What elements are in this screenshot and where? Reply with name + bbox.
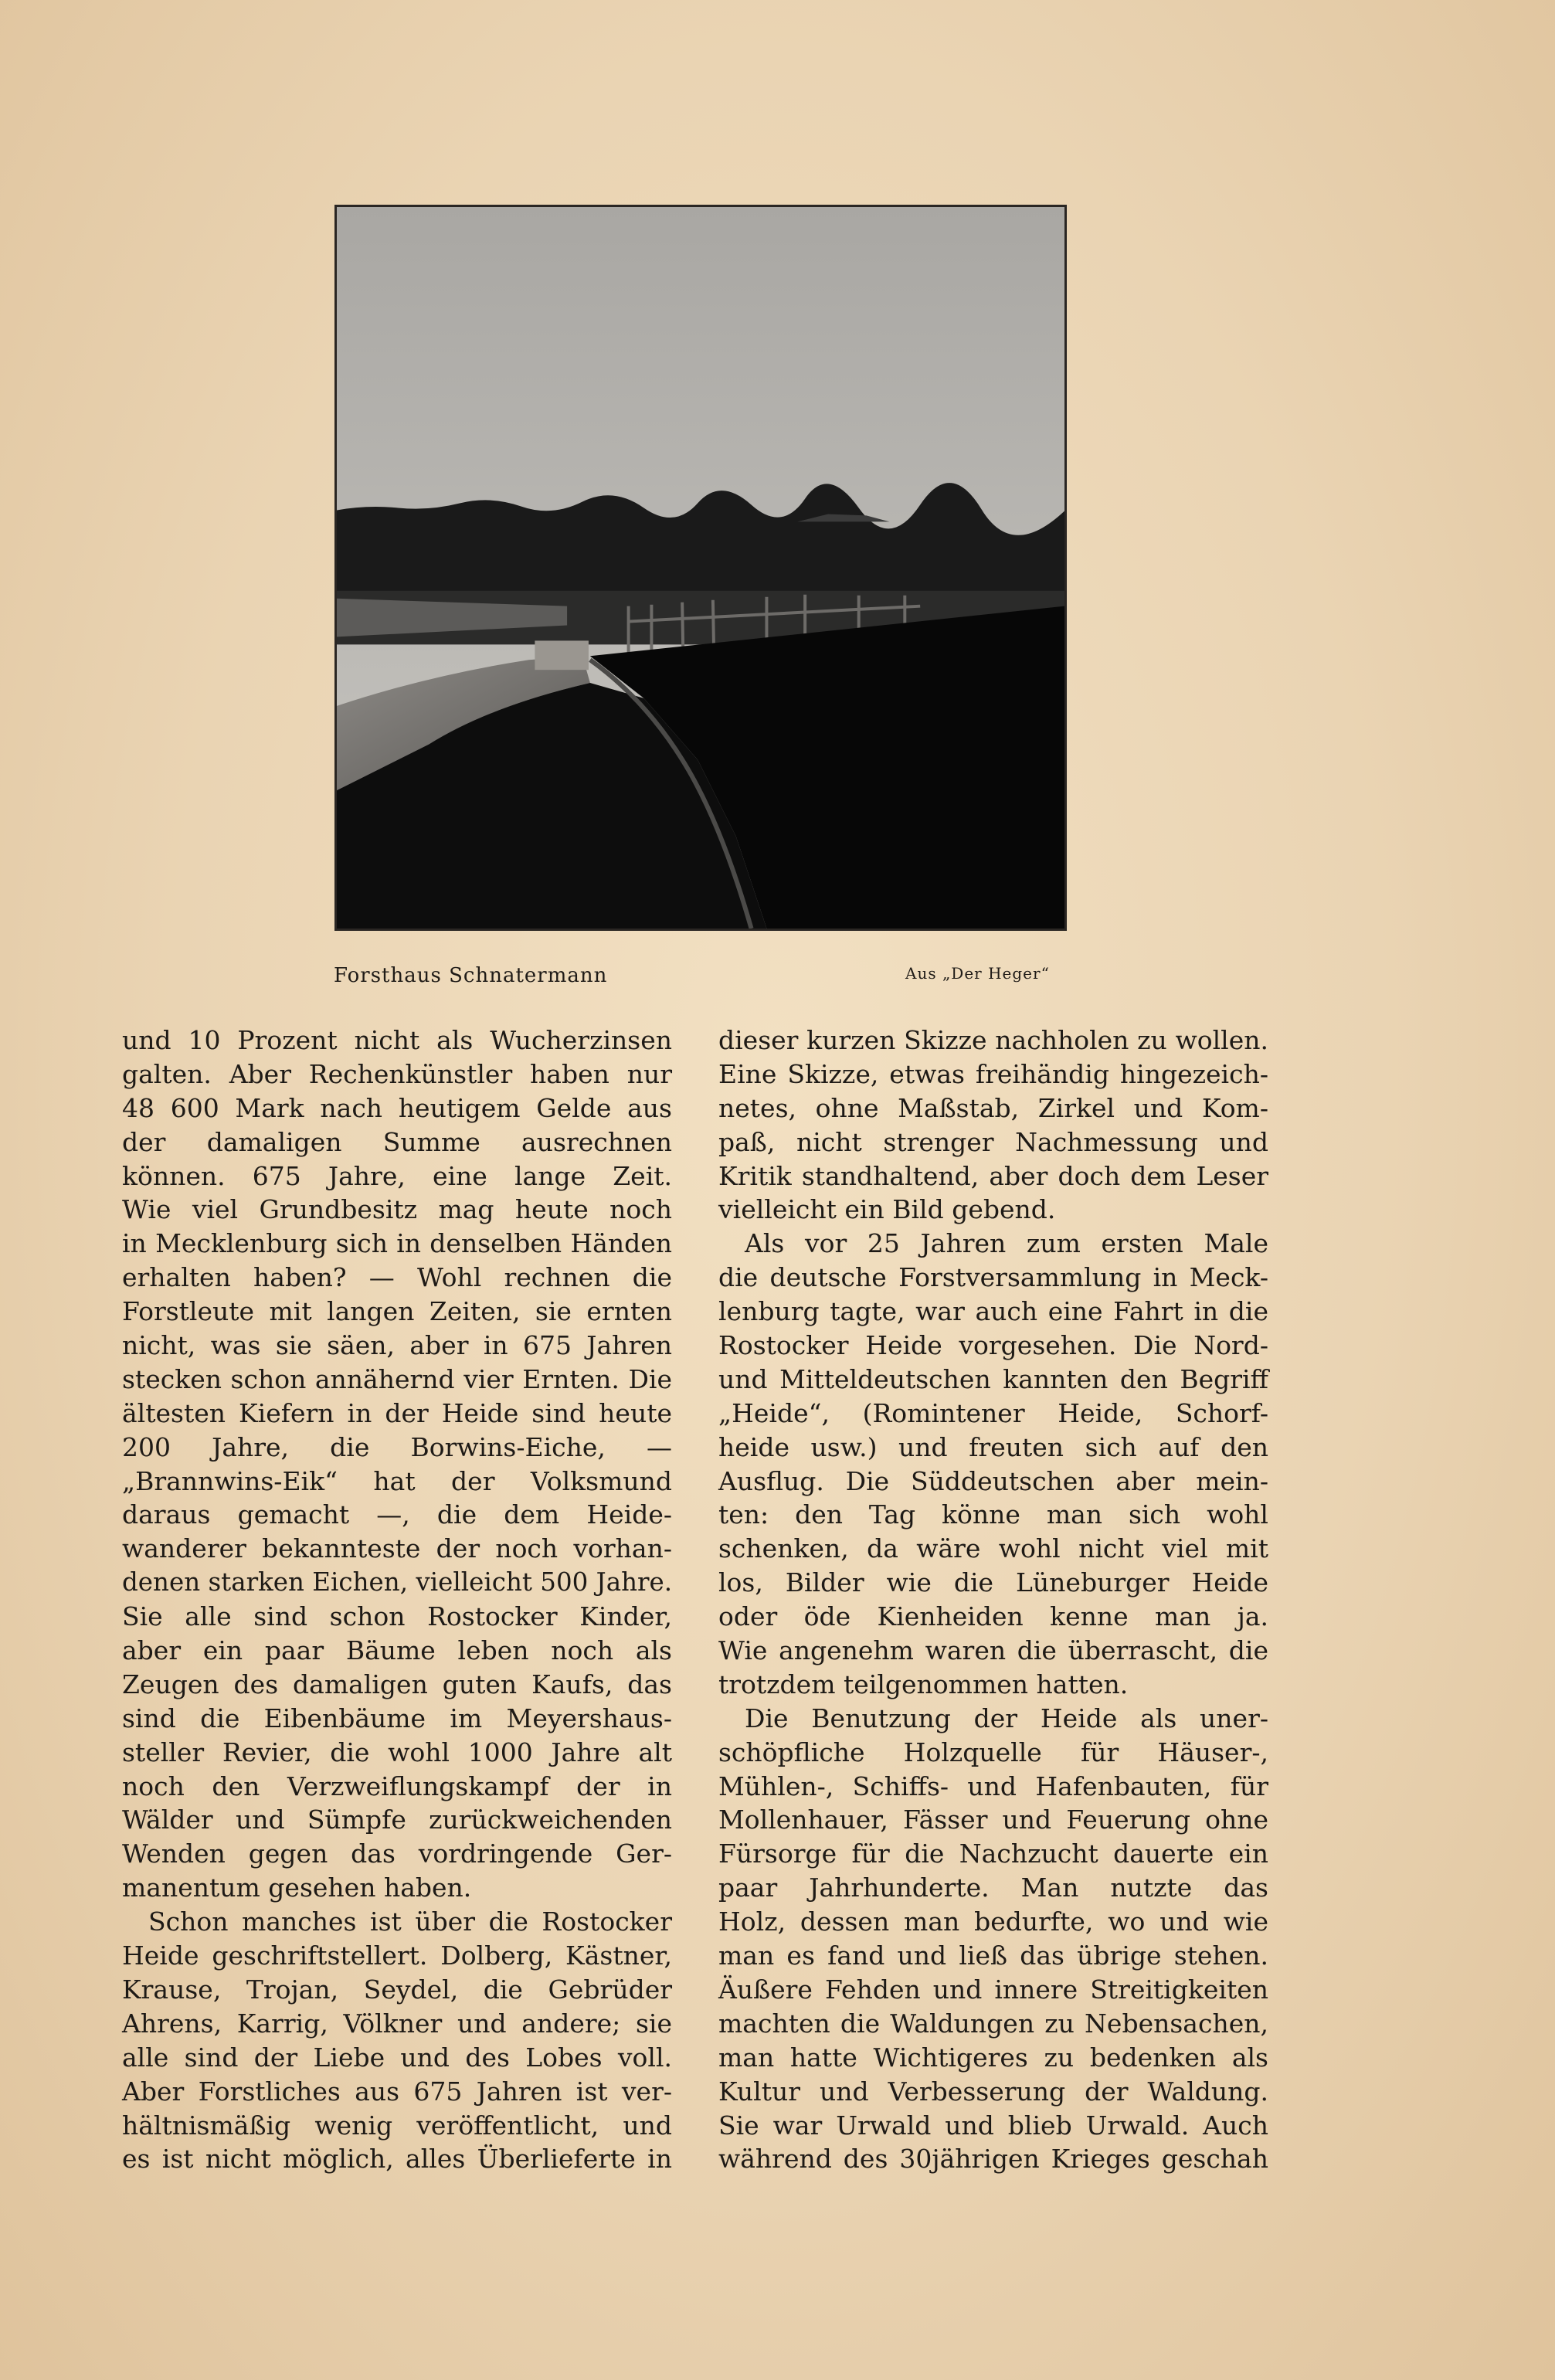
text-line: Fürsorge für die Nachzucht dauerte ein [718,1838,1268,1869]
text-line: Die Benutzung der Heide als uner- [745,1703,1268,1733]
text-line: nicht, was sie säen, aber in 675 Jahren [122,1330,672,1361]
text-column-left [122,1024,672,2176]
text-line: Zeugen des damaligen guten Kaufs, das [122,1669,672,1699]
text-line: „Heide“, (Romintener Heide, Schorf- [718,1397,1268,1428]
text-line: Mollenhauer, Fässer und Feuerung ohne [718,1805,1268,1835]
text-line: während des 30jährigen Krieges geschah [718,2144,1268,2175]
text-line: und 10 Prozent nicht als Wucherzinsen [122,1025,672,1055]
text-line: netes, ohne Maßstab, Zirkel und Kom- [718,1092,1268,1123]
text-line: manentum gesehen haben. [122,1872,472,1903]
text-line: dieser kurzen Skizze nachholen zu wollen. [718,1025,1268,1055]
text-line: Heide geschriftstellert. Dolberg, Kästner, [122,1940,672,1971]
text-line: galten. Aber Rechenkünstler haben nur [122,1058,672,1089]
text-line: Forstleute mit langen Zeiten, sie ernten [122,1296,672,1327]
text-line: Ausflug. Die Süddeutschen aber mein- [718,1465,1268,1496]
text-line: Sie war Urwald und blieb Urwald. Auch [718,2110,1268,2141]
text-line: Kritik standhaltend, aber doch dem Leser [718,1160,1268,1191]
text-line: los, Bilder wie die Lüneburger Heide [718,1567,1268,1598]
photo-credit: Aus „Der Heger“ [905,964,1050,983]
text-line: Eine Skizze, etwas freihändig hingezeich- [718,1058,1268,1089]
text-line: ältesten Kiefern in der Heide sind heute [122,1397,672,1428]
text-line: oder öde Kienheiden kenne man ja. [718,1601,1268,1632]
text-line: ten: den Tag könne man sich wohl [718,1499,1268,1530]
text-line: Wie angenehm waren die überrascht, die [718,1635,1268,1666]
text-line: noch den Verzweiflungskampf der in [122,1771,672,1801]
text-line: man es fand und ließ das übrige stehen. [718,1940,1268,1971]
text-line: hältnismäßig wenig veröffentlicht, und [122,2110,672,2141]
text-line: der damaligen Summe ausrechnen [122,1126,672,1157]
text-line: Mühlen-, Schiffs- und Hafenbauten, für [718,1771,1268,1801]
text-line: Rostocker Heide vorgesehen. Die Nord- [718,1330,1268,1361]
photo-image [337,207,1064,929]
text-line: Holz, dessen man bedurfte, wo und wie [718,1906,1268,1937]
text-line: Sie alle sind schon Rostocker Kinder, [122,1601,672,1632]
text-line: paß, nicht strenger Nachmessung und [718,1126,1268,1157]
text-line: Äußere Fehden und innere Streitigkeiten [718,1974,1268,2005]
text-line: 48 600 Mark nach heutigem Gelde aus [122,1092,672,1123]
text-line: können. 675 Jahre, eine lange Zeit. [122,1160,672,1191]
text-line: man hatte Wichtigeres zu bedenken als [718,2042,1268,2073]
text-line: aber ein paar Bäume leben noch als [122,1635,672,1666]
photo-caption: Forsthaus Schnatermann [334,964,608,987]
text-line: Aber Forstliches aus 675 Jahren ist ver- [122,2076,672,2107]
text-line: „Brannwins-Eik“ hat der Volksmund [122,1465,672,1496]
text-line: daraus gemacht —, die dem Heide- [122,1499,672,1530]
text-line: machten die Waldungen zu Nebensachen, [718,2008,1268,2039]
text-line: heide usw.) und freuten sich auf den [718,1431,1268,1462]
text-line: schöpfliche Holzquelle für Häuser-, [718,1737,1268,1767]
text-line: Kultur und Verbesserung der Waldung. [718,2076,1268,2107]
text-line: Wenden gegen das vordringende Ger- [122,1838,672,1869]
photo-forsthaus-schnatermann [334,205,1067,931]
text-line: Krause, Trojan, Seydel, die Gebrüder [122,1974,672,2005]
text-line: wanderer bekannteste der noch vorhan- [122,1533,672,1564]
text-line: Wie viel Grundbesitz mag heute noch [122,1194,672,1225]
text-line: erhalten haben? — Wohl rechnen die [122,1262,672,1293]
text-line: lenburg tagte, war auch eine Fahrt in die [718,1296,1268,1327]
text-line: Wälder und Sümpfe zurückweichenden [122,1805,672,1835]
text-line: schenken, da wäre wohl nicht viel mit [718,1533,1268,1564]
text-line: die deutsche Forstversammlung in Meck- [718,1262,1268,1293]
text-line: vielleicht ein Bild gebend. [718,1194,1056,1225]
text-line: denen starken Eichen, vielleicht 500 Jahre. [122,1567,673,1597]
text-line: in Mecklenburg sich in denselben Händen [122,1228,672,1259]
text-line: stecken schon annähernd vier Ernten. Die [122,1363,672,1394]
text-line: steller Revier, die wohl 1000 Jahre alt [122,1737,672,1767]
text-line: trotzdem teilgenommen hatten. [718,1669,1129,1699]
text-line: Schon manches ist über die Rostocker [148,1906,672,1937]
text-column-right [718,1024,1268,2176]
text-line: Ahrens, Karrig, Völkner und andere; sie [122,2008,672,2039]
text-line: sind die Eibenbäume im Meyershaus- [122,1703,672,1733]
text-line: und Mitteldeutschen kannten den Begriff [718,1363,1268,1394]
text-line: alle sind der Liebe und des Lobes voll. [122,2042,672,2073]
text-line: 200 Jahre, die Borwins-Eiche, — [122,1431,672,1462]
text-line: Als vor 25 Jahren zum ersten Male [745,1228,1268,1259]
text-line: paar Jahrhunderte. Man nutzte das [718,1872,1268,1903]
text-line: es ist nicht möglich, alles Überlieferte in [122,2144,672,2175]
